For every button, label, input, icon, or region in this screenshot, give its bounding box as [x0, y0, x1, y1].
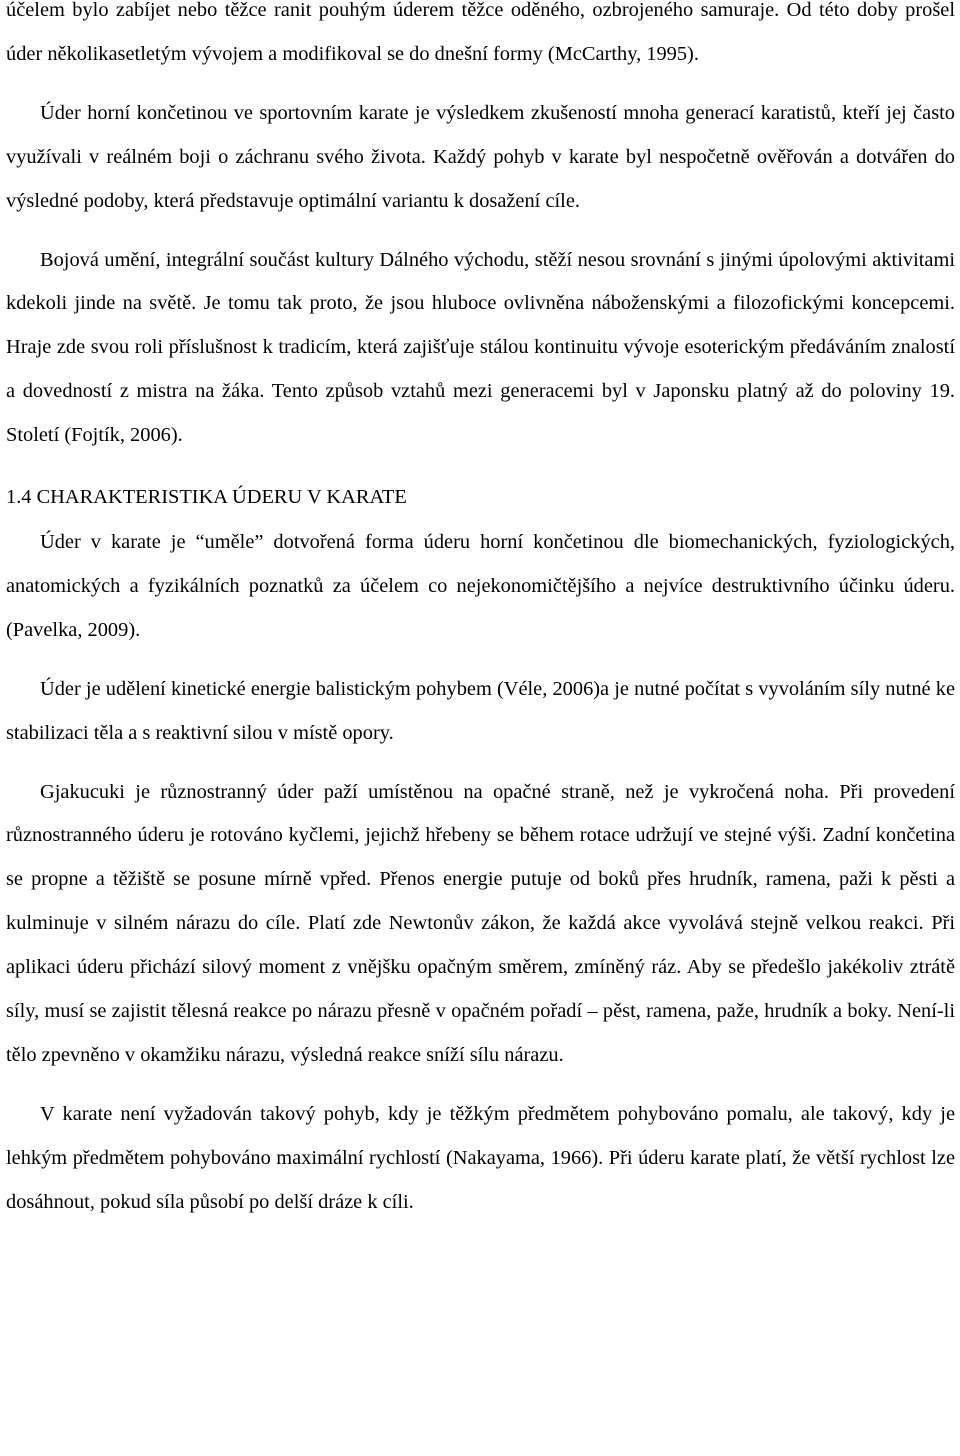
- paragraph-sport-karate-punch: Úder horní končetinou ve sportovním karate je výsledkem zkušeností mnoha generací karatistů, kteří jej často využívali v reálném boji o záchranu svého života. Každý pohyb v karate byl nespočetně ověřován a dotvářen do výsledné podoby, která představuje optimální variantu k dosažení cíle.: [6, 101, 955, 212]
- paragraph-martial-arts-culture: Bojová umění, integrální součást kultury Dálného východu, stěží nesou srovnání s jinými úpolovými aktivitami kdekoli jinde na světě. Je tomu tak proto, že jsou hluboce ovlivněna náboženskými a filozofickými koncepcemi. Hraje zde svou roli příslušnost k tradicím, která zajišťuje stálou kontinuitu vývoje esoterickým předáváním znalostí a dovedností z mistra na žáka. Tento způsob vztahů mezi generacemi byl v Japonsku platný až do poloviny 19. Století (Fojtík, 2006).: [6, 248, 955, 447]
- paragraph-speed: V karate není vyžadován takový pohyb, kdy je těžkým předmětem pohybováno pomalu, ale takový, kdy je lehkým předmětem pohybováno maximální rychlostí (Nakayama, 1966). Při úderu karate platí, že větší rychlost lze dosáhnout, pokud síla působí po delší dráze k cíli.: [6, 1102, 955, 1213]
- paragraph-punch-definition: Úder v karate je “uměle” dotvořená forma úderu horní končetinou dle biomechanických, fyziologických, anatomických a fyzikálních poznatků za účelem co nejekonomičtějšího a nejvíce destruktivního účinku úderu. (Pavelka, 2009).: [6, 530, 955, 641]
- paragraph-samurai-history: účelem bylo zabíjet nebo těžce ranit pouhým úderem těžce oděného, ozbrojeného samuraje. Od této doby prošel úder několikasetletým vývojem a modifikoval se do dnešní formy (McCarthy, 1995).: [6, 0, 955, 65]
- section-heading: 1.4 CHARAKTERISTIKA ÚDERU V KARATE: [6, 486, 407, 509]
- document-page: [6, 0, 955, 1225]
- paragraph-kinetic-energy: Úder je udělení kinetické energie balistickým pohybem (Véle, 2006)a je nutné počítat s vyvoláním síly nutné ke stabilizaci těla a s reaktivní silou v místě opory.: [6, 677, 955, 744]
- paragraph-gjakucuki: Gjakucuki je různostranný úder paží umístěnou na opačné straně, než je vykročená noha. Při provedení různostranného úderu je rotováno kyčlemi, jejichž hřebeny se během rotace udržují ve stejné výši. Zadní končetina se propne a těžiště se posune mírně vpřed. Přenos energie putuje od boků přes hrudník, ramena, paži k pěsti a kulminuje v silném nárazu do cíle. Platí zde Newtonův zákon, že každá akce vyvolává stejně velkou reakci. Při aplikaci úderu přichází silový moment z vnějšku opačným směrem, zmíněný ráz. Aby se předešlo jakékoliv ztrátě síly, musí se zajistit tělesná reakce po nárazu přesně v opačném pořadí – pěst, ramena, paže, hrudník a boky. Není-li tělo zpevněno v okamžiku nárazu, výsledná reakce sníží sílu nárazu.: [6, 780, 955, 1066]
